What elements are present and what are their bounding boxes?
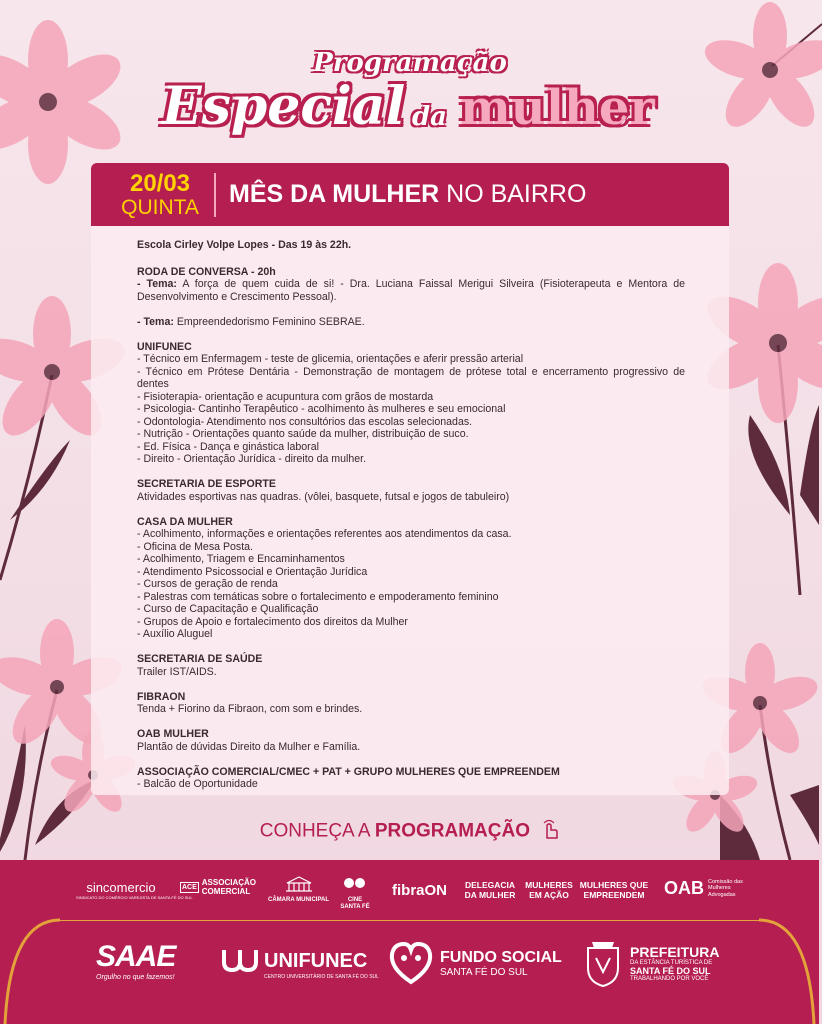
list-item: - Psicologia- Cantinho Terapêutico - acolhimento às mulheres e seu emocional: [137, 403, 506, 415]
location: Escola Cirley Volpe Lopes - Das 19 às 22h.: [137, 239, 352, 251]
film-icon: [343, 876, 367, 892]
header-divider: [214, 173, 216, 217]
gold-arc-left: [0, 920, 60, 1024]
list-item: - Ed. Física - Dança e ginástica laboral: [137, 440, 319, 453]
section-text: Plantão de dúvidas Direito da Mulher e Família.: [137, 740, 361, 753]
logo-camara: CÂMARA MUNICIPAL: [268, 876, 329, 903]
event-date: 20/03: [129, 170, 191, 197]
logo-oab: OAB Comissão das Mulheres Advogadas: [664, 878, 743, 898]
list-item: - Acolhimento, Triagem e Encaminhamentos: [137, 553, 345, 565]
program-content: [137, 239, 685, 803]
list-item: - Curso de Capacitação e Qualificação: [137, 603, 319, 615]
list-item: - Técnico em Prótese Dentária - Demonstração de montagem de prótese total e encerramento progressivo de dentes: [137, 365, 685, 390]
logo-unifunec: UNIFUNEC CENTRO UNIVERSITÁRIO DE SANTA FÉ DO SUL: [220, 948, 379, 980]
logo-delegacia: DELEGACIA DA MULHER: [464, 880, 516, 900]
section-roda: [137, 266, 685, 304]
header-title: [229, 180, 586, 209]
list-item: - Direito - Orientação Jurídica - direito da mulher.: [137, 453, 367, 465]
section-heading: RODA DE CONVERSA - 20h: [137, 265, 276, 278]
logo-fundo-social: FUNDO SOCIAL SANTA FÉ DO SUL: [388, 940, 562, 986]
list-item: - Fisioterapia- orientação e acupuntura com grãos de mostarda: [137, 390, 434, 403]
section-casa: [137, 516, 685, 641]
date-box: [111, 171, 209, 219]
section-esporte: [137, 478, 685, 503]
title-programacao: Programação: [313, 48, 507, 78]
section-heading: FIBRAON: [137, 690, 186, 703]
section-heading: SECRETARIA DE SAÚDE: [137, 653, 263, 665]
logo-mulheres-em-acao: MULHERES EM AÇÃO: [525, 880, 573, 900]
logo-mulheres-que-empreendem: MULHERES QUE EMPREENDEM: [579, 880, 649, 900]
logo-prefeitura: PREFEITURA DA ESTÂNCIA TURÍSTICA DE SANTA FÉ DO SUL TRABALHANDO POR VOCÊ: [582, 938, 719, 988]
header-title-bold: MÊS DA MULHER: [229, 180, 440, 208]
partners-row: [0, 860, 819, 918]
list-item: - Palestras com temáticas sobre o fortalecimento e empoderamento feminino: [137, 590, 499, 603]
section-heading: OAB MULHER: [137, 728, 209, 740]
title-block: [150, 40, 670, 150]
pointer-hand-icon: [541, 818, 559, 845]
footer: [0, 860, 819, 1024]
logo-saae: SAAE Orgulho no que fazemos!: [96, 940, 176, 981]
section-heading: ASSOCIAÇÃO COMERCIAL/CMEC + PAT + GRUPO MULHERES QUE EMPREENDEM: [137, 765, 560, 778]
coat-of-arms-icon: [582, 938, 624, 988]
title-da: da: [412, 102, 448, 132]
title-mulher: mulher: [460, 80, 655, 136]
list-item: - Nutrição - Orientações quanto saúde da mulher, distribuição de suco.: [137, 428, 469, 440]
heart-icon: [388, 940, 434, 986]
section-oab: [137, 728, 685, 753]
list-item: - Acolhimento, informações e orientações referentes aos atendimentos da casa.: [137, 528, 512, 540]
logo-associacao-comercial: ACE ASSOCIAÇÃO COMERCIAL: [182, 878, 257, 896]
card-header: [91, 163, 729, 226]
section-text: Trailer IST/AIDS.: [137, 665, 217, 678]
list-item: - Técnico em Enfermagem - teste de glicemia, orientações e aferir pressão arterial: [137, 353, 524, 365]
section-associacao: [137, 766, 685, 791]
cta-text: CONHEÇA A: [259, 820, 370, 842]
title-main: [150, 76, 670, 146]
section-unifunec: [137, 341, 685, 466]
section-text: - Balcão de Oportunidade: [137, 778, 258, 790]
flower-top-right: [672, 4, 822, 154]
header-title-rest: NO BAIRRO: [446, 180, 587, 208]
list-item: - Oficina de Mesa Posta.: [137, 540, 253, 553]
gold-arc-right: [759, 920, 819, 1024]
cta-bold: PROGRAMAÇÃO: [374, 820, 530, 842]
event-weekday: QUINTA: [121, 196, 199, 219]
list-item: - Auxílio Aluguel: [137, 628, 213, 640]
logo-sincomercio: sincomercio SINDICATO DO COMÉRCIO VAREJISTA DE SANTA FÉ DO SUL: [76, 880, 193, 900]
title-especial: Especial: [162, 76, 406, 137]
sponsors-row: [0, 930, 819, 1024]
section-heading: UNIFUNEC: [137, 340, 192, 353]
logo-cine: CINE SANTA FÉ: [340, 876, 370, 911]
section-saude: [137, 653, 685, 678]
section-tema2: [137, 316, 685, 329]
cta-programacao[interactable]: [0, 818, 819, 845]
tema-text: Empreendedorismo Feminino SEBRAE.: [176, 315, 365, 328]
unifunec-icon: [220, 948, 260, 974]
building-icon: [284, 876, 314, 892]
logo-fibraon: fibraON: [392, 882, 448, 899]
section-fibraon: [137, 691, 685, 716]
list-item: - Atendimento Psicossocial e Orientação Jurídica: [137, 565, 368, 578]
tema-label: - Tema:: [137, 278, 177, 290]
section-heading: CASA DA MULHER: [137, 515, 233, 528]
list-item: - Grupos de Apoio e fortalecimento dos direitos da Mulher: [137, 615, 408, 628]
footer-gold-line: [60, 920, 760, 921]
list-item: - Odontologia- Atendimento nos consultórios das escolas selecionadas.: [137, 415, 473, 428]
tema-text: A força de quem cuida de si! - Dra. Luciana Faissal Merigui Silveira (Fisioterapeuta e Mentora de Desenvolvimento e Crescimento Pessoal).: [137, 278, 686, 303]
program-card: [91, 163, 729, 795]
section-text: Tenda + Fiorino da Fibraon, com som e brindes.: [137, 703, 363, 715]
tema-label: - Tema:: [137, 315, 174, 328]
list-item: - Cursos de geração de renda: [137, 578, 278, 590]
section-heading: SECRETARIA DE ESPORTE: [137, 478, 276, 490]
section-text: Atividades esportivas nas quadras. (vôlei, basquete, futsal e jogos de tabuleiro): [137, 490, 510, 503]
